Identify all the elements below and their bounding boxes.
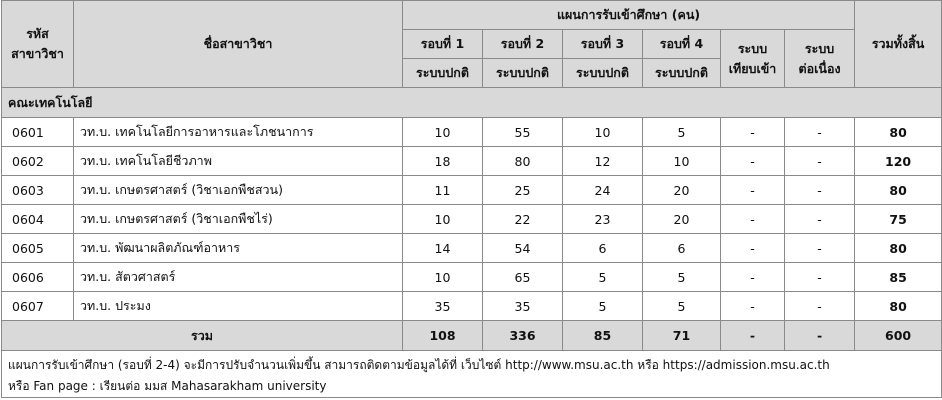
program-total: 80: [855, 118, 942, 147]
header-row-1: [2, 1, 942, 30]
header-admission-plan: แผนการรับเข้าศึกษา (คน): [403, 1, 855, 30]
summary-continuing: -: [785, 321, 855, 351]
header-round-3-system: ระบบปกติ: [563, 59, 643, 88]
program-total: 75: [855, 205, 942, 234]
header-transfer-system: [721, 30, 785, 88]
summary-round-2: 336: [483, 321, 563, 351]
program-name: วท.บ. เทคโนโลยีชีวภาพ: [74, 147, 403, 176]
summary-round-4: 71: [643, 321, 721, 351]
header-round-1-system: ระบบปกติ: [403, 59, 483, 88]
round-3-count: 24: [563, 176, 643, 205]
header-round-4-system: ระบบปกติ: [643, 59, 721, 88]
continuing-count: -: [785, 263, 855, 292]
header-round-2: รอบที่ 2: [483, 30, 563, 59]
transfer-count: -: [721, 147, 785, 176]
round-2-count: 54: [483, 234, 563, 263]
header-code-line2: สาขาวิชา: [11, 46, 64, 61]
round-4-count: 5: [643, 263, 721, 292]
table-row: [2, 176, 942, 205]
header-round-1: รอบที่ 1: [403, 30, 483, 59]
header-transfer-line1: ระบบ: [737, 40, 768, 56]
program-code: 0604: [2, 205, 74, 234]
continuing-count: -: [785, 292, 855, 321]
summary-row: [2, 321, 942, 351]
table-row: [2, 147, 942, 176]
continuing-count: -: [785, 147, 855, 176]
program-name: วท.บ. สัตวศาสตร์: [74, 263, 403, 292]
transfer-count: -: [721, 118, 785, 147]
program-code: 0605: [2, 234, 74, 263]
header-grand-total: รวมทั้งสิ้น: [855, 1, 942, 88]
table-row: [2, 292, 942, 321]
transfer-count: -: [721, 176, 785, 205]
notes: [2, 351, 942, 398]
continuing-count: -: [785, 234, 855, 263]
round-3-count: 5: [563, 263, 643, 292]
round-1-count: 14: [403, 234, 483, 263]
admission-plan-table: [1, 0, 942, 398]
round-2-count: 25: [483, 176, 563, 205]
round-3-count: 5: [563, 292, 643, 321]
round-4-count: 20: [643, 176, 721, 205]
round-4-count: 6: [643, 234, 721, 263]
header-round-3: รอบที่ 3: [563, 30, 643, 59]
transfer-count: -: [721, 263, 785, 292]
header-continuing-system: [785, 30, 855, 88]
program-total: 85: [855, 263, 942, 292]
faculty-name: คณะเทคโนโลยี: [2, 88, 942, 118]
program-total: 80: [855, 176, 942, 205]
summary-label: รวม: [2, 321, 403, 351]
round-4-count: 5: [643, 118, 721, 147]
program-name: วท.บ. ประมง: [74, 292, 403, 321]
continuing-count: -: [785, 205, 855, 234]
header-code-line1: รหัส: [26, 26, 49, 41]
header-continuing-line2: ต่อเนื่อง: [798, 60, 841, 76]
program-code: 0603: [2, 176, 74, 205]
program-code: 0606: [2, 263, 74, 292]
program-rows: [2, 118, 942, 321]
header-continuing-line1: ระบบ: [804, 40, 835, 56]
round-3-count: 12: [563, 147, 643, 176]
transfer-count: -: [721, 205, 785, 234]
table-row: [2, 263, 942, 292]
header-transfer-line2: เทียบเข้า: [728, 60, 777, 76]
continuing-count: -: [785, 118, 855, 147]
round-1-count: 10: [403, 118, 483, 147]
round-4-count: 5: [643, 292, 721, 321]
continuing-count: -: [785, 176, 855, 205]
round-3-count: 23: [563, 205, 643, 234]
round-2-count: 65: [483, 263, 563, 292]
program-name: วท.บ. เทคโนโลยีการอาหารและโภชนาการ: [74, 118, 403, 147]
header-program-name: ชื่อสาขาวิชา: [74, 1, 403, 88]
round-2-count: 22: [483, 205, 563, 234]
header-code: [2, 1, 74, 88]
table-row: [2, 234, 942, 263]
header-round-2-system: ระบบปกติ: [483, 59, 563, 88]
section-row: [2, 88, 942, 118]
round-2-count: 55: [483, 118, 563, 147]
round-1-count: 11: [403, 176, 483, 205]
round-1-count: 35: [403, 292, 483, 321]
transfer-count: -: [721, 234, 785, 263]
note-line-2: หรือ Fan page : เรียนต่อ มมส Mahasarakham university: [8, 379, 327, 393]
program-name: วท.บ. เกษตรศาสตร์ (วิชาเอกพืชไร่): [74, 205, 403, 234]
program-code: 0601: [2, 118, 74, 147]
notes-row: [2, 351, 942, 398]
summary-round-3: 85: [563, 321, 643, 351]
program-code: 0602: [2, 147, 74, 176]
table-row: [2, 118, 942, 147]
round-1-count: 10: [403, 263, 483, 292]
table-row: [2, 205, 942, 234]
round-3-count: 6: [563, 234, 643, 263]
program-code: 0607: [2, 292, 74, 321]
program-name: วท.บ. พัฒนาผลิตภัณฑ์อาหาร: [74, 234, 403, 263]
program-total: 80: [855, 234, 942, 263]
round-4-count: 20: [643, 205, 721, 234]
round-1-count: 10: [403, 205, 483, 234]
program-name: วท.บ. เกษตรศาสตร์ (วิชาเอกพืชสวน): [74, 176, 403, 205]
summary-total: 600: [855, 321, 942, 351]
transfer-count: -: [721, 292, 785, 321]
round-2-count: 80: [483, 147, 563, 176]
summary-transfer: -: [721, 321, 785, 351]
round-3-count: 10: [563, 118, 643, 147]
round-2-count: 35: [483, 292, 563, 321]
round-1-count: 18: [403, 147, 483, 176]
program-total: 80: [855, 292, 942, 321]
summary-round-1: 108: [403, 321, 483, 351]
note-line-1: แผนการรับเข้าศึกษา (รอบที่ 2-4) จะมีการปรับจำนวนเพิ่มขึ้น สามารถติดตามข้อมูลได้ที่ เว็บไซต์ http://www.msu.ac.th หรือ https://admission.msu.ac.th: [8, 358, 830, 372]
header-round-4: รอบที่ 4: [643, 30, 721, 59]
program-total: 120: [855, 147, 942, 176]
round-4-count: 10: [643, 147, 721, 176]
